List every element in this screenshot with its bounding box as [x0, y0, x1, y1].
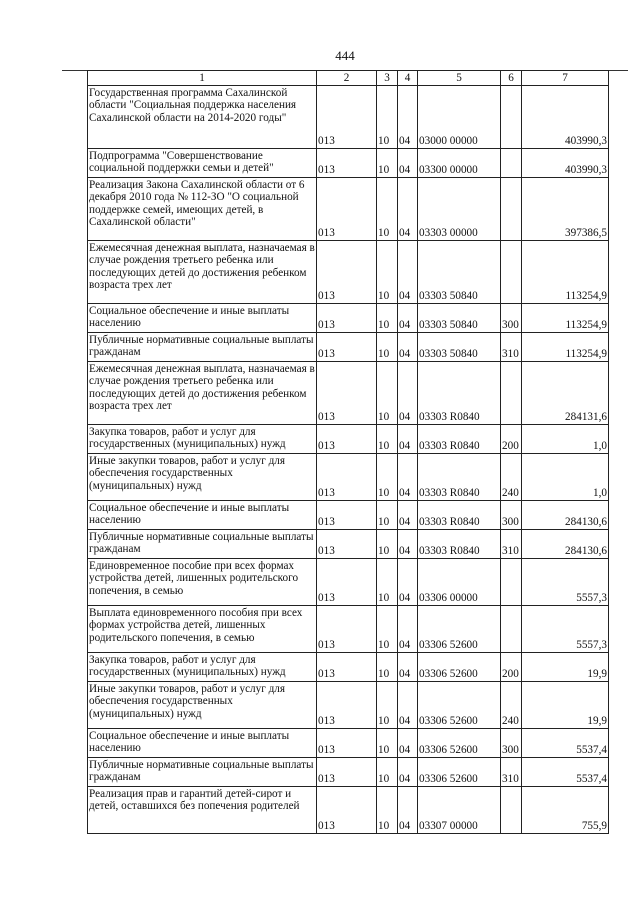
- table-row: [88, 304, 609, 333]
- row-target-article: 03303 R0840: [418, 362, 501, 425]
- row-subsection: 04: [398, 178, 418, 241]
- row-expense-type: 300: [501, 501, 522, 530]
- row-name: Государственная программа Сахалинской области "Социальная поддержка населения Сахалинской области на 2014-2020 годы": [88, 86, 317, 149]
- row-target-article: 03303 R0840: [418, 425, 501, 454]
- row-grbs: 013: [317, 787, 377, 834]
- row-subsection: 04: [398, 304, 418, 333]
- row-subsection: 04: [398, 758, 418, 787]
- row-grbs: 013: [317, 241, 377, 304]
- row-grbs: 013: [317, 86, 377, 149]
- row-subsection: 04: [398, 333, 418, 362]
- row-name: Социальное обеспечение и иные выплаты населению: [88, 729, 317, 758]
- row-amount: 284131,6: [522, 362, 609, 425]
- row-section: 10: [377, 559, 398, 606]
- row-amount: 113254,9: [522, 304, 609, 333]
- row-amount: 113254,9: [522, 333, 609, 362]
- row-target-article: 03300 00000: [418, 149, 501, 178]
- row-section: 10: [377, 682, 398, 729]
- row-section: 10: [377, 501, 398, 530]
- row-section: 10: [377, 304, 398, 333]
- row-expense-type: [501, 86, 522, 149]
- table-row: [88, 241, 609, 304]
- page-number: 444: [335, 48, 355, 63]
- row-subsection: 04: [398, 729, 418, 758]
- row-grbs: 013: [317, 178, 377, 241]
- top-rule-left: [62, 70, 87, 71]
- row-amount: 5537,4: [522, 729, 609, 758]
- row-expense-type: 240: [501, 682, 522, 729]
- row-subsection: 04: [398, 530, 418, 559]
- row-subsection: 04: [398, 501, 418, 530]
- row-amount: 19,9: [522, 653, 609, 682]
- table-row: [88, 682, 609, 729]
- row-grbs: 013: [317, 149, 377, 178]
- row-subsection: 04: [398, 454, 418, 501]
- row-target-article: 03303 50840: [418, 241, 501, 304]
- row-amount: 397386,5: [522, 178, 609, 241]
- row-name: Закупка товаров, работ и услуг для государственных (муниципальных) нужд: [88, 425, 317, 454]
- row-grbs: 013: [317, 304, 377, 333]
- row-expense-type: [501, 787, 522, 834]
- header-cell: 7: [522, 71, 609, 86]
- row-subsection: 04: [398, 241, 418, 304]
- row-section: 10: [377, 149, 398, 178]
- row-expense-type: 310: [501, 530, 522, 559]
- header-cell: 2: [317, 71, 377, 86]
- row-amount: 1,0: [522, 425, 609, 454]
- row-target-article: 03307 00000: [418, 787, 501, 834]
- table-row: [88, 653, 609, 682]
- table-row: [88, 362, 609, 425]
- row-section: 10: [377, 653, 398, 682]
- row-name: Иные закупки товаров, работ и услуг для обеспечения государственных (муниципальных) нужд: [88, 454, 317, 501]
- budget-table: [87, 70, 609, 834]
- row-grbs: 013: [317, 425, 377, 454]
- row-amount: 5557,3: [522, 559, 609, 606]
- table-row: [88, 454, 609, 501]
- row-target-article: 03306 00000: [418, 559, 501, 606]
- row-section: 10: [377, 530, 398, 559]
- row-name: Публичные нормативные социальные выплаты гражданам: [88, 333, 317, 362]
- row-subsection: 04: [398, 606, 418, 653]
- table-row: [88, 787, 609, 834]
- row-target-article: 03303 R0840: [418, 530, 501, 559]
- table-row: [88, 559, 609, 606]
- header-cell: 3: [377, 71, 398, 86]
- table-row: [88, 606, 609, 653]
- row-name: Социальное обеспечение и иные выплаты населению: [88, 304, 317, 333]
- table-row: [88, 178, 609, 241]
- table-row: [88, 86, 609, 149]
- row-grbs: 013: [317, 682, 377, 729]
- row-grbs: 013: [317, 559, 377, 606]
- row-expense-type: 240: [501, 454, 522, 501]
- header-row: [88, 71, 609, 86]
- row-name: Реализация Закона Сахалинской области от 6 декабря 2010 года № 112-ЗО "О социальной поддержке семей, имеющих детей, в Сахалинской области": [88, 178, 317, 241]
- table-row: [88, 729, 609, 758]
- row-name: Социальное обеспечение и иные выплаты населению: [88, 501, 317, 530]
- row-expense-type: [501, 149, 522, 178]
- row-grbs: 013: [317, 501, 377, 530]
- table-row: [88, 333, 609, 362]
- row-name: Единовременное пособие при всех формах устройства детей, лишенных родительского попечения, в семью: [88, 559, 317, 606]
- row-expense-type: 300: [501, 304, 522, 333]
- row-section: 10: [377, 606, 398, 653]
- row-name: Подпрограмма "Совершенствование социальной поддержки семьи и детей": [88, 149, 317, 178]
- row-grbs: 013: [317, 454, 377, 501]
- row-target-article: 03306 52600: [418, 653, 501, 682]
- row-name: Ежемесячная денежная выплата, назначаемая в случае рождения третьего ребенка или последующих детей до достижения ребенком возраста трех лет: [88, 362, 317, 425]
- row-expense-type: 310: [501, 333, 522, 362]
- row-amount: 19,9: [522, 682, 609, 729]
- row-subsection: 04: [398, 787, 418, 834]
- row-name: Закупка товаров, работ и услуг для государственных (муниципальных) нужд: [88, 653, 317, 682]
- row-section: 10: [377, 454, 398, 501]
- row-section: 10: [377, 241, 398, 304]
- header-cell: 6: [501, 71, 522, 86]
- row-subsection: 04: [398, 362, 418, 425]
- row-expense-type: 300: [501, 729, 522, 758]
- row-expense-type: 200: [501, 425, 522, 454]
- row-target-article: 03303 50840: [418, 304, 501, 333]
- row-amount: 5537,4: [522, 758, 609, 787]
- row-amount: 284130,6: [522, 530, 609, 559]
- table-body: [88, 86, 609, 834]
- header-cell: 1: [88, 71, 317, 86]
- row-amount: 5557,3: [522, 606, 609, 653]
- row-subsection: 04: [398, 653, 418, 682]
- row-section: 10: [377, 86, 398, 149]
- table-row: [88, 501, 609, 530]
- row-subsection: 04: [398, 559, 418, 606]
- row-target-article: 03306 52600: [418, 729, 501, 758]
- row-amount: 403990,3: [522, 86, 609, 149]
- row-expense-type: [501, 178, 522, 241]
- row-section: 10: [377, 333, 398, 362]
- row-section: 10: [377, 787, 398, 834]
- row-expense-type: [501, 362, 522, 425]
- row-expense-type: [501, 241, 522, 304]
- row-grbs: 013: [317, 758, 377, 787]
- row-target-article: 03000 00000: [418, 86, 501, 149]
- row-amount: 284130,6: [522, 501, 609, 530]
- row-grbs: 013: [317, 333, 377, 362]
- row-amount: 113254,9: [522, 241, 609, 304]
- table-row: [88, 758, 609, 787]
- row-target-article: 03303 50840: [418, 333, 501, 362]
- header-cell: 4: [398, 71, 418, 86]
- row-target-article: 03306 52600: [418, 606, 501, 653]
- row-expense-type: 310: [501, 758, 522, 787]
- row-name: Выплата единовременного пособия при всех формах устройства детей, лишенных родительского попечения, в семью: [88, 606, 317, 653]
- row-subsection: 04: [398, 149, 418, 178]
- top-rule-right: [608, 70, 628, 71]
- row-expense-type: [501, 559, 522, 606]
- row-section: 10: [377, 178, 398, 241]
- row-section: 10: [377, 425, 398, 454]
- table-row: [88, 530, 609, 559]
- row-amount: 755,9: [522, 787, 609, 834]
- header-cell: 5: [418, 71, 501, 86]
- row-name: Публичные нормативные социальные выплаты гражданам: [88, 530, 317, 559]
- table-row: [88, 425, 609, 454]
- row-name: Публичные нормативные социальные выплаты гражданам: [88, 758, 317, 787]
- row-subsection: 04: [398, 86, 418, 149]
- row-subsection: 04: [398, 425, 418, 454]
- row-grbs: 013: [317, 362, 377, 425]
- row-name: Ежемесячная денежная выплата, назначаемая в случае рождения третьего ребенка или последующих детей до достижения ребенком возраста трех лет: [88, 241, 317, 304]
- table-row: [88, 149, 609, 178]
- row-target-article: 03306 52600: [418, 682, 501, 729]
- row-grbs: 013: [317, 530, 377, 559]
- row-grbs: 013: [317, 653, 377, 682]
- row-section: 10: [377, 729, 398, 758]
- row-section: 10: [377, 758, 398, 787]
- row-target-article: 03303 R0840: [418, 454, 501, 501]
- row-target-article: 03306 52600: [418, 758, 501, 787]
- row-grbs: 013: [317, 729, 377, 758]
- row-subsection: 04: [398, 682, 418, 729]
- row-target-article: 03303 R0840: [418, 501, 501, 530]
- row-target-article: 03303 00000: [418, 178, 501, 241]
- row-amount: 403990,3: [522, 149, 609, 178]
- row-grbs: 013: [317, 606, 377, 653]
- row-name: Иные закупки товаров, работ и услуг для обеспечения государственных (муниципальных) нужд: [88, 682, 317, 729]
- row-name: Реализация прав и гарантий детей-сирот и детей, оставшихся без попечения родителей: [88, 787, 317, 834]
- table-header: [88, 71, 609, 86]
- row-expense-type: [501, 606, 522, 653]
- row-expense-type: 200: [501, 653, 522, 682]
- row-section: 10: [377, 362, 398, 425]
- row-amount: 1,0: [522, 454, 609, 501]
